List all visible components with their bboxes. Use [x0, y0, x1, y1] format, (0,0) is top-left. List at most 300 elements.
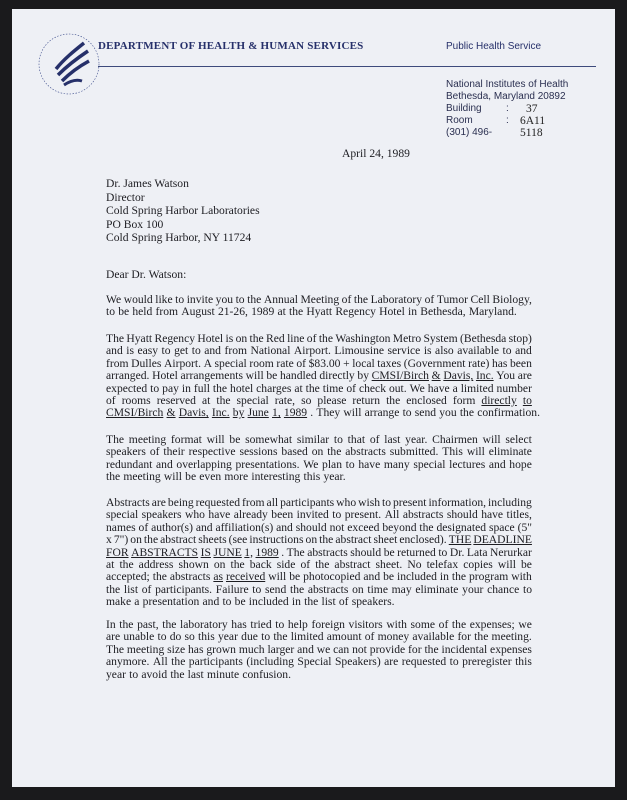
- text-line: [106, 596, 532, 608]
- word: the: [474, 630, 489, 644]
- word: much: [238, 642, 265, 656]
- word: on: [305, 533, 318, 547]
- word: Regency: [335, 305, 376, 319]
- word: 1989: [251, 305, 275, 319]
- word: on: [130, 533, 142, 547]
- word: we: [316, 642, 331, 656]
- word: the: [315, 558, 330, 572]
- word: like: [155, 293, 173, 306]
- word: been: [271, 508, 294, 522]
- word: (Bethesda: [459, 332, 507, 345]
- word: limited: [460, 381, 494, 395]
- word: also: [435, 344, 454, 358]
- word: help: [287, 618, 308, 631]
- word: not: [329, 520, 345, 534]
- word: this: [198, 630, 215, 644]
- word: eliminate: [415, 582, 459, 596]
- word: (including: [246, 655, 294, 669]
- word: of: [300, 558, 311, 572]
- word: visitors: [348, 618, 383, 631]
- word: somewhat: [245, 433, 293, 446]
- word: laboratory: [180, 618, 228, 631]
- word: Biology,: [492, 293, 532, 306]
- word: out.: [388, 381, 407, 395]
- word: year.: [323, 470, 346, 484]
- word: that: [347, 433, 366, 446]
- word: will: [466, 445, 485, 459]
- word: names: [106, 520, 136, 534]
- word: reserved: [156, 394, 196, 408]
- underlined-word: received: [225, 570, 266, 584]
- word: presentations.: [235, 457, 300, 471]
- word: some: [410, 618, 436, 631]
- underlined-word: 1989: [255, 545, 279, 559]
- word: shown: [178, 558, 209, 572]
- word: invited: [296, 508, 329, 522]
- underlined-word: CMSI/Birch: [371, 369, 429, 383]
- word: and: [204, 344, 221, 358]
- word: A: [203, 356, 212, 370]
- word: local: [352, 356, 375, 370]
- letter-page: [12, 9, 615, 787]
- word: of: [306, 332, 317, 345]
- word: you: [215, 293, 234, 306]
- word: due: [241, 630, 258, 644]
- word: has: [231, 618, 247, 631]
- word: larger: [267, 642, 295, 656]
- word: arranged.: [106, 369, 150, 383]
- word: select: [505, 433, 532, 446]
- word: Hotel: [379, 305, 405, 319]
- word: taxes: [377, 356, 402, 370]
- word: the: [247, 293, 262, 306]
- word: will: [163, 470, 182, 484]
- underlined-word: to: [522, 394, 532, 408]
- word: to: [222, 595, 232, 609]
- word: stop): [508, 332, 532, 345]
- word: confusion.: [242, 667, 291, 681]
- word: please: [317, 394, 347, 408]
- word: are: [517, 369, 532, 383]
- recipient-line: Cold Spring Harbor, NY 11724: [106, 231, 252, 245]
- word: meeting: [123, 470, 161, 484]
- word: Hotel: [152, 369, 178, 383]
- word: The: [106, 642, 125, 656]
- word: Speakers): [334, 655, 381, 669]
- word: sheet: [373, 533, 398, 547]
- word: of: [106, 394, 116, 408]
- word: the: [289, 582, 305, 596]
- word: grown: [206, 642, 236, 656]
- word: We: [303, 457, 319, 471]
- word: 7"): [113, 533, 129, 547]
- word: The: [286, 545, 305, 559]
- word: Metro: [392, 332, 422, 345]
- word: in: [181, 381, 191, 395]
- word: Regency: [154, 332, 196, 345]
- word: room: [249, 356, 274, 370]
- underlined-word: ABSTRACTS: [131, 545, 199, 559]
- word: has: [188, 642, 204, 656]
- word: Bethesda,: [420, 305, 466, 319]
- word: of: [149, 445, 160, 459]
- word: abstracts: [169, 570, 211, 584]
- paragraph: [106, 497, 532, 609]
- word: and: [297, 642, 314, 656]
- paragraph: [106, 294, 532, 319]
- word: the: [305, 381, 320, 395]
- word: of: [346, 381, 356, 395]
- word: who: [185, 508, 205, 522]
- word: may: [391, 582, 412, 596]
- word: your: [462, 582, 484, 596]
- word: side: [276, 558, 296, 572]
- word: the: [171, 655, 186, 669]
- word: expected: [106, 381, 148, 395]
- word: rate: [276, 356, 294, 370]
- word: to: [261, 630, 271, 644]
- word: this: [303, 470, 321, 484]
- word: speakers.: [351, 595, 395, 609]
- word: this: [515, 655, 532, 669]
- word: confirmation.: [477, 406, 540, 420]
- word: full: [193, 381, 210, 395]
- word: year: [106, 667, 126, 681]
- paragraph: [106, 619, 532, 681]
- word: should: [350, 545, 382, 559]
- word: format: [170, 433, 202, 446]
- word: limited: [290, 630, 324, 644]
- word: Nerurkar: [490, 545, 532, 559]
- recipient-address: [106, 177, 260, 245]
- word: $83.00: [308, 356, 341, 370]
- underlined-word: FOR: [106, 545, 129, 559]
- word: the: [304, 595, 319, 609]
- word: the: [318, 332, 333, 345]
- word: make: [106, 595, 132, 609]
- word: money: [377, 630, 410, 644]
- word: beyond: [382, 520, 417, 534]
- underlined-word: by: [232, 406, 245, 420]
- header-rule: [98, 66, 596, 67]
- word: the: [327, 445, 342, 459]
- word: to: [345, 457, 355, 471]
- word: at: [106, 558, 115, 572]
- word: to: [381, 496, 392, 509]
- word: The: [106, 433, 125, 446]
- underlined-word: as: [213, 570, 224, 584]
- word: +: [343, 356, 350, 370]
- word: we: [518, 618, 532, 631]
- word: the: [353, 293, 369, 306]
- word: the: [451, 570, 467, 584]
- word: all: [266, 496, 279, 509]
- word: included: [396, 570, 437, 584]
- word: special: [106, 508, 139, 522]
- word: will: [206, 433, 225, 446]
- word: held: [132, 305, 153, 319]
- word: directly: [319, 369, 355, 383]
- word: be: [520, 558, 532, 572]
- text-line: [106, 669, 532, 681]
- word: System: [423, 332, 458, 345]
- word: on: [213, 558, 226, 572]
- text-line: [106, 446, 532, 458]
- underlined-word: Davis,: [443, 369, 474, 383]
- word: Abstracts: [106, 496, 150, 509]
- word: last: [187, 667, 204, 681]
- word: We: [106, 293, 122, 306]
- word: Dulles: [131, 356, 162, 370]
- word: Cell: [470, 293, 490, 306]
- address-block: [446, 79, 568, 139]
- recipient-line: Cold Spring Harbor Laboratories: [106, 204, 260, 218]
- recipient-line: PO Box 100: [106, 217, 164, 231]
- word: be: [289, 570, 301, 584]
- word: should: [295, 520, 327, 534]
- word: to: [275, 618, 285, 631]
- word: be: [118, 305, 130, 319]
- word: should: [446, 508, 478, 522]
- word: so: [184, 630, 195, 644]
- word: and: [515, 344, 532, 358]
- word: overlapping: [176, 457, 232, 471]
- word: on: [352, 582, 364, 596]
- word: provide: [369, 642, 406, 656]
- underlined-word: CMSI/Birch: [106, 406, 164, 420]
- word: would: [123, 293, 153, 306]
- word: last: [384, 433, 401, 446]
- word: in: [439, 570, 449, 584]
- word: available: [457, 344, 500, 358]
- word: We: [409, 381, 425, 395]
- word: the: [212, 381, 228, 395]
- word: of: [338, 595, 349, 609]
- underlined-word: &: [166, 406, 176, 420]
- word: are: [106, 630, 121, 644]
- word: x: [106, 533, 112, 547]
- word: eliminate: [488, 445, 532, 459]
- room-row: [446, 115, 568, 127]
- word: Hotel: [197, 332, 224, 345]
- colon: :: [506, 115, 509, 126]
- word: to: [252, 582, 262, 596]
- word: accepted;: [106, 570, 150, 584]
- word: to: [333, 433, 343, 446]
- word: are: [384, 655, 399, 669]
- word: Lata: [466, 545, 488, 559]
- word: to: [106, 305, 116, 319]
- word: present: [392, 496, 427, 509]
- word: .: [281, 545, 285, 559]
- word: to: [191, 344, 201, 358]
- word: time: [367, 582, 388, 596]
- word: charges: [256, 381, 292, 395]
- word: at: [294, 381, 303, 395]
- word: information,: [428, 496, 487, 509]
- word: will: [268, 570, 287, 584]
- word: In: [106, 618, 116, 631]
- public-health-service: Public Health Service: [446, 41, 542, 52]
- word: already: [233, 508, 268, 522]
- word: respective: [188, 445, 236, 459]
- word: hotel: [230, 381, 254, 395]
- word: and: [202, 595, 220, 609]
- word: return: [352, 394, 381, 408]
- word: so: [301, 394, 312, 408]
- word: many: [383, 457, 410, 471]
- underlined-word: DEADLINE: [473, 533, 532, 547]
- word: plan: [322, 457, 342, 471]
- word: abstracts: [307, 582, 349, 596]
- word: present.: [344, 508, 382, 522]
- word: is: [225, 332, 234, 345]
- underlined-word: 1989: [283, 406, 308, 420]
- word: minute: [206, 667, 240, 681]
- word: (Government: [403, 356, 466, 370]
- word: designated: [436, 520, 487, 534]
- word: from: [242, 496, 265, 509]
- word: chance: [487, 582, 520, 596]
- phone-row: [446, 127, 568, 139]
- text-line: [106, 509, 532, 521]
- word: No: [407, 558, 422, 572]
- word: have: [358, 457, 381, 471]
- word: easy: [137, 344, 159, 358]
- word: foreign: [311, 618, 345, 631]
- word: who: [336, 496, 357, 509]
- word: abstract: [160, 533, 197, 547]
- word: Meeting: [300, 293, 340, 306]
- word: to: [522, 582, 532, 596]
- word: lectures: [449, 457, 486, 471]
- word: can: [333, 642, 350, 656]
- word: has: [491, 356, 508, 370]
- word: not: [352, 642, 367, 656]
- word: the: [451, 618, 467, 631]
- word: at: [277, 305, 286, 319]
- word: to: [449, 655, 459, 669]
- word: be: [229, 433, 241, 446]
- word: the: [170, 667, 185, 681]
- word: sheet.: [375, 558, 403, 572]
- word: the: [119, 558, 134, 572]
- word: Laboratory: [370, 293, 423, 306]
- underlined-word: IS: [200, 545, 211, 559]
- word: address: [138, 558, 174, 572]
- word: special: [413, 457, 446, 471]
- word: been: [509, 356, 532, 370]
- word: have: [208, 508, 231, 522]
- recipient-line: Dr. James Watson: [106, 177, 189, 190]
- word: and: [276, 520, 293, 534]
- word: Limousine: [334, 344, 385, 358]
- word: time: [322, 381, 344, 395]
- paragraph: [106, 434, 532, 484]
- word: year.: [405, 433, 428, 446]
- word: year: [217, 630, 238, 644]
- word: All: [152, 655, 168, 669]
- word: the: [162, 618, 177, 631]
- word: Hyatt: [126, 332, 153, 345]
- word: form: [452, 394, 476, 408]
- room-label: Room: [446, 115, 473, 126]
- word: and: [488, 457, 506, 471]
- word: requested: [401, 655, 447, 669]
- text-line: [106, 534, 532, 546]
- word: the: [230, 558, 245, 572]
- word: wish: [358, 496, 381, 509]
- word: author(s): [151, 520, 193, 534]
- text-line: [106, 471, 532, 483]
- word: Maryland.: [468, 305, 517, 319]
- address-line: Bethesda, Maryland 20892: [446, 91, 566, 102]
- word: of: [341, 293, 352, 306]
- word: a: [452, 381, 458, 395]
- text-line: [106, 370, 532, 382]
- word: and: [363, 570, 381, 584]
- word: for: [457, 630, 471, 644]
- word: enclosed: [406, 394, 447, 408]
- letter-date: April 24, 1989: [342, 147, 410, 160]
- word: National: [250, 344, 291, 358]
- word: do: [169, 630, 182, 644]
- word: included: [248, 595, 289, 609]
- word: to: [332, 508, 342, 522]
- word: rooms: [121, 394, 151, 408]
- word: photocopied: [303, 570, 361, 584]
- word: avoid: [141, 667, 168, 681]
- word: sessions: [239, 445, 278, 459]
- word: 21-26,: [217, 305, 248, 319]
- word: abstracts: [307, 545, 348, 559]
- word: list: [123, 582, 139, 596]
- word: line: [287, 332, 305, 345]
- word: send: [414, 406, 437, 420]
- word: telefax: [426, 558, 459, 572]
- word: to: [150, 381, 160, 395]
- word: the: [386, 394, 401, 408]
- word: presentation: [142, 595, 200, 609]
- word: to: [129, 667, 139, 681]
- word: to: [235, 293, 245, 306]
- word: pay: [162, 381, 179, 395]
- building-row: [446, 103, 568, 115]
- word: the: [273, 630, 288, 644]
- word: on: [235, 332, 248, 345]
- word: Airport.: [293, 344, 331, 358]
- word: affiliation(s): [215, 520, 274, 534]
- word: meeting.: [491, 630, 532, 644]
- word: exceed: [347, 520, 380, 534]
- word: the: [143, 533, 159, 547]
- word: invite: [186, 293, 214, 306]
- word: will: [482, 433, 501, 446]
- word: service: [387, 344, 421, 358]
- word: of: [296, 356, 307, 370]
- word: and: [106, 344, 123, 358]
- word: from: [155, 305, 179, 319]
- word: rate): [468, 356, 490, 370]
- word: available: [412, 630, 455, 644]
- word: preregister: [462, 655, 512, 669]
- text-line: [106, 656, 532, 668]
- word: meeting: [126, 642, 165, 656]
- word: even: [199, 470, 222, 484]
- word: to: [438, 545, 448, 559]
- underlined-word: Inc.: [211, 406, 230, 420]
- word: the: [106, 582, 121, 596]
